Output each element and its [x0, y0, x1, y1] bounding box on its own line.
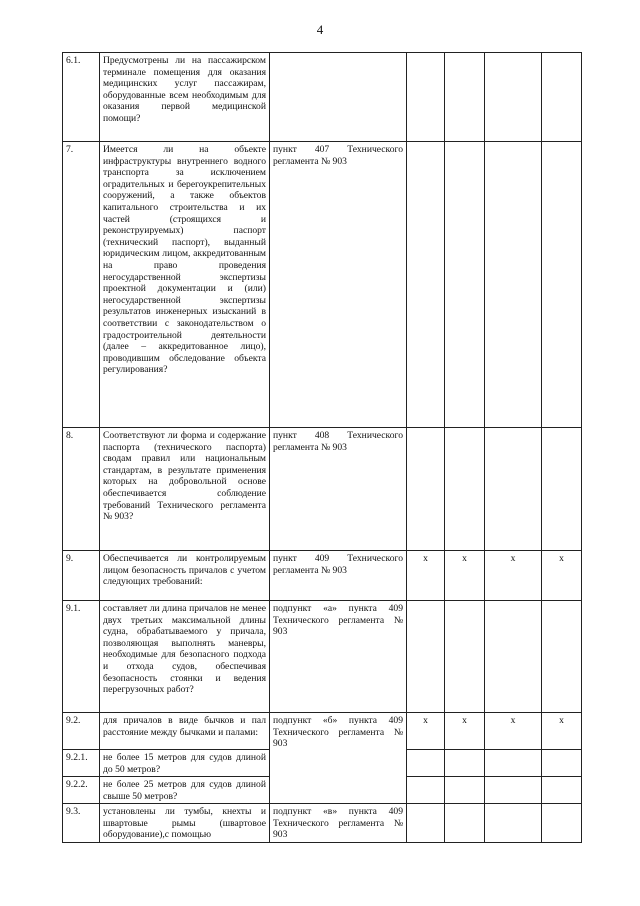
item-number: 9.1. [63, 601, 100, 713]
legal-reference [270, 53, 407, 142]
item-number: 9.2.2. [63, 777, 100, 804]
checklist-table [62, 52, 582, 843]
answer-cell-yes [407, 53, 445, 142]
question-text: Имеется ли на объекте инфраструктуры внутреннего водного транспорта за исключением оградительных и берегоукрепительных сооружений, а также объектов капитального строительства и их частей (строящихся и реконструируемых) паспорт (технический паспорт), выданный юридическим лицом, аккредитованным на право проведения негосударственной экспертизы проектной документации и (или) негосударственной экспертизы результатов инженерных изысканий в соответствии с законодательством о градостроительной деятельности (далее – аккредитованное лицо), проводившим обследование объекта регулирования? [100, 142, 270, 428]
answer-cell-no [445, 750, 485, 777]
answer-cell-note [542, 601, 582, 713]
legal-reference: подпункт «в» пункта 409 Технического регламента № 903 [270, 804, 407, 843]
answer-cell-no: x [445, 713, 485, 750]
table-row [63, 53, 582, 142]
answer-cell-no [445, 777, 485, 804]
question-text: не более 25 метров для судов длиной свыше 50 метров? [100, 777, 270, 804]
legal-reference: пункт 408 Технического регламента № 903 [270, 428, 407, 551]
answer-cell-no [445, 53, 485, 142]
item-number: 9.2. [63, 713, 100, 750]
answer-cell-yes: x [407, 713, 445, 750]
answer-cell-na: x [485, 713, 542, 750]
answer-cell-na [485, 750, 542, 777]
answer-cell-yes [407, 142, 445, 428]
answer-cell-yes [407, 428, 445, 551]
table-row [63, 142, 582, 428]
question-text: для причалов в виде бычков и пал расстояние между бычками и палами: [100, 713, 270, 750]
answer-cell-yes [407, 750, 445, 777]
answer-cell-note [542, 750, 582, 777]
answer-cell-note [542, 53, 582, 142]
answer-cell-yes: x [407, 551, 445, 601]
answer-cell-na [485, 804, 542, 843]
answer-cell-na [485, 142, 542, 428]
answer-cell-note: x [542, 551, 582, 601]
legal-reference: пункт 407 Технического регламента № 903 [270, 142, 407, 428]
answer-cell-na [485, 777, 542, 804]
table-row [63, 804, 582, 843]
item-number: 9.3. [63, 804, 100, 843]
legal-reference: подпункт «а» пункта 409 Технического регламента № 903 [270, 601, 407, 713]
answer-cell-note [542, 142, 582, 428]
table-row [63, 551, 582, 601]
answer-cell-no [445, 601, 485, 713]
answer-cell-note [542, 777, 582, 804]
table-row [63, 428, 582, 551]
answer-cell-no [445, 804, 485, 843]
answer-cell-no [445, 428, 485, 551]
page-number: 4 [316, 22, 324, 37]
table-row [63, 713, 582, 750]
answer-cell-na: x [485, 551, 542, 601]
answer-cell-yes [407, 777, 445, 804]
answer-cell-note [542, 804, 582, 843]
item-number: 9. [63, 551, 100, 601]
item-number: 6.1. [63, 53, 100, 142]
answer-cell-note [542, 428, 582, 551]
answer-cell-no: x [445, 551, 485, 601]
question-text: Обеспечивается ли контролируемым лицом безопасность причалов с учетом следующих требований: [100, 551, 270, 601]
question-text: Предусмотрены ли на пассажирском терминале помещения для оказания медицинских услуг пассажирам, оборудованные всем необходимым для оказания первой медицинской помощи? [100, 53, 270, 142]
item-number: 7. [63, 142, 100, 428]
question-text: установлены ли тумбы, кнехты и швартовые рымы (швартовое оборудование),с помощью [100, 804, 270, 843]
answer-cell-na [485, 601, 542, 713]
question-text: составляет ли длина причалов не менее двух третьих максимальной длины судна, обрабатываемого у причала, позволяющая выполнять маневры, необходимые для безопасного подхода и отхода судов, обеспечивая безопасность стоянки и ведения перегрузочных работ? [100, 601, 270, 713]
question-text: не более 15 метров для судов длиной до 50 метров? [100, 750, 270, 777]
legal-reference: подпункт «б» пункта 409 Технического регламента № 903 [270, 713, 407, 804]
answer-cell-yes [407, 804, 445, 843]
answer-cell-yes [407, 601, 445, 713]
table-row [63, 601, 582, 713]
answer-cell-no [445, 142, 485, 428]
item-number: 8. [63, 428, 100, 551]
answer-cell-na [485, 53, 542, 142]
legal-reference: пункт 409 Технического регламента № 903 [270, 551, 407, 601]
answer-cell-na [485, 428, 542, 551]
answer-cell-note: x [542, 713, 582, 750]
question-text: Соответствуют ли форма и содержание паспорта (технического паспорта) сводам правил или национальным стандартам, в результате применения которых на добровольной основе обеспечивается соблюдение требований Технического регламента № 903? [100, 428, 270, 551]
item-number: 9.2.1. [63, 750, 100, 777]
